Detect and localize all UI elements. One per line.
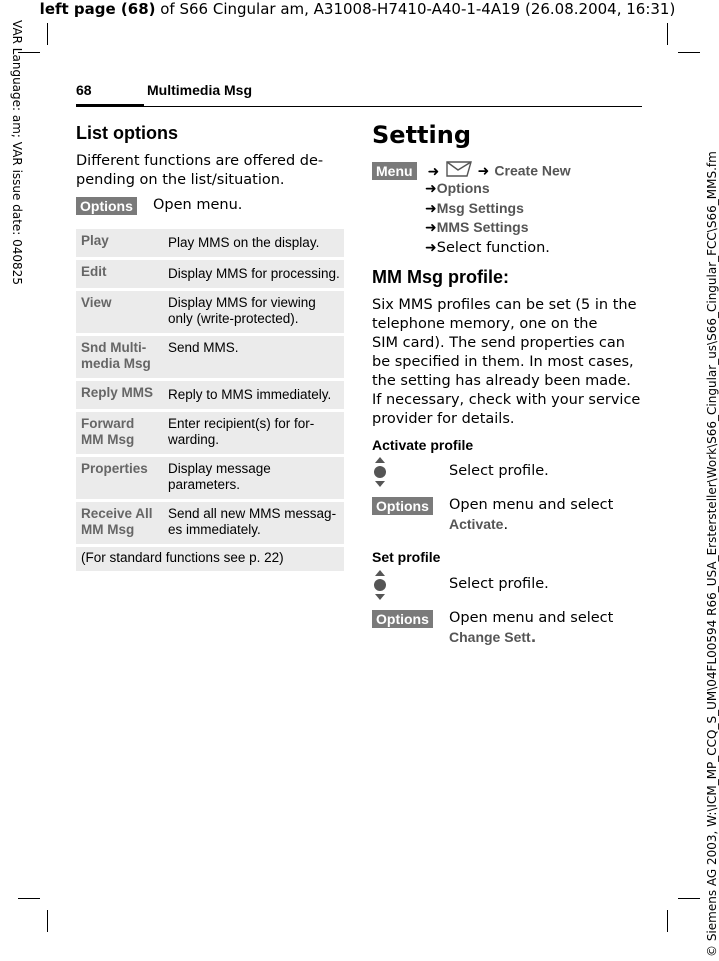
crop-mark <box>667 23 668 45</box>
left-margin-text: VAR Language: am; VAR issue date: 040825 <box>10 20 24 285</box>
option-row <box>76 260 344 288</box>
option-description <box>163 260 344 288</box>
navigation-key-icon[interactable] <box>372 570 388 600</box>
right-margin-text: © Siemens AG 2003, W:\ICM_MP_CCQ_S_UM\04FL00594 R66_USA_Erstersteller\Work\S66_Cingular_us\S66_Cingular_FCC\S66_MMS.fm <box>705 151 719 957</box>
path-arrow: ➜ <box>425 200 437 217</box>
option-description <box>163 381 344 409</box>
option-name <box>76 260 163 288</box>
path-arrow: ➜ <box>477 163 490 180</box>
option-description <box>163 336 344 378</box>
option-row <box>76 381 344 409</box>
option-desc-line: Display MMS for viewing <box>168 295 316 310</box>
header-rule <box>144 106 642 107</box>
option-desc-line: Reply to MMS immediately. <box>168 387 332 402</box>
options-softkey-text: Open menu. <box>153 197 243 213</box>
option-row <box>76 457 344 499</box>
page-number: 68 <box>76 82 92 98</box>
paragraph-line: be specified in them. In most cases, <box>372 354 634 370</box>
mm-profile-heading: MM Msg profile: <box>372 267 509 287</box>
setting-heading: Setting <box>372 121 471 149</box>
crop-mark <box>667 910 668 932</box>
option-name <box>76 229 163 257</box>
option-name-line: media Msg <box>81 356 151 371</box>
activate-option: Activate <box>449 516 504 532</box>
crop-mark <box>678 898 700 899</box>
set-step1: Select profile. <box>449 576 549 592</box>
paragraph-line: provider for details. <box>372 411 515 427</box>
print-header-line <box>0 0 715 18</box>
option-description <box>163 291 344 333</box>
path-arrow: ➜ <box>425 181 437 197</box>
activate-profile-heading: Activate profile <box>372 437 474 453</box>
option-name <box>76 412 163 454</box>
option-row <box>76 291 344 333</box>
path-arrow: ➜ <box>427 163 440 180</box>
mm-profile-text <box>372 296 640 429</box>
menu-path-continued <box>425 179 550 258</box>
set-step2 <box>449 609 613 648</box>
change-sett-option: Change Sett <box>449 629 531 645</box>
period: . <box>503 517 509 533</box>
activate-step2 <box>449 496 613 535</box>
option-name <box>76 502 163 544</box>
option-name-line: Edit <box>81 264 107 279</box>
navigation-key-icon[interactable] <box>372 457 388 487</box>
option-name-line: MM Msg <box>81 432 135 447</box>
activate-softkey-row <box>372 496 433 515</box>
options-softkey[interactable]: Options <box>372 497 433 515</box>
print-header-bold: left page (68) <box>39 0 156 18</box>
option-name-line: MM Msg <box>81 522 135 537</box>
option-desc-line: parameters. <box>168 477 241 492</box>
option-row <box>76 502 344 544</box>
option-name-line: Snd Multi- <box>81 340 147 355</box>
options-softkey[interactable]: Options <box>372 610 433 628</box>
option-desc-line: Display MMS for processing. <box>168 266 340 281</box>
option-desc-line: only (write-protected). <box>168 311 299 326</box>
table-footer-note: (For standard functions see p. 22) <box>76 547 344 571</box>
option-desc-line: Play MMS on the display. <box>168 235 320 250</box>
option-name-line: Forward <box>81 416 135 431</box>
set-step2-text: Open menu and select <box>449 610 614 626</box>
page-title: Multimedia Msg <box>147 82 253 98</box>
list-options-intro <box>76 152 323 190</box>
path-arrow: ➜ <box>425 240 437 257</box>
paragraph-line: telephone memory, one on the <box>372 316 598 332</box>
path-msg-settings: Msg Settings <box>436 199 524 216</box>
option-desc-line: warding. <box>168 432 220 447</box>
paragraph-line: SIM card). The send properties can <box>372 335 625 351</box>
option-name-line: Reply MMS <box>81 385 154 400</box>
paragraph-line: If necessary, check with your service <box>372 392 641 408</box>
option-row <box>76 412 344 454</box>
list-options-heading: List options <box>76 123 178 143</box>
option-name <box>76 457 163 499</box>
option-description <box>163 457 344 499</box>
crop-mark <box>47 23 48 45</box>
option-description <box>163 502 344 544</box>
option-description <box>163 412 344 454</box>
path-arrow: ➜ <box>425 220 437 237</box>
option-name <box>76 291 163 333</box>
option-name <box>76 381 163 409</box>
options-softkey-row <box>76 196 137 215</box>
option-desc-line: es immediately. <box>168 522 261 537</box>
period: . <box>530 630 537 646</box>
option-desc-line: Enter recipient(s) for for- <box>168 416 315 431</box>
table-footer-row <box>76 547 344 571</box>
option-name-line: Play <box>81 233 109 248</box>
header-rule-thick <box>76 104 144 107</box>
option-desc-line: Send MMS. <box>168 340 239 355</box>
path-options: Options <box>436 180 490 196</box>
paragraph-line: Six MMS profiles can be set (5 in the <box>372 297 637 313</box>
option-description <box>163 229 344 257</box>
option-row <box>76 229 344 257</box>
option-desc-line: Display message <box>168 461 271 476</box>
option-name-line: View <box>81 295 112 310</box>
option-name <box>76 336 163 378</box>
path-mms-settings: MMS Settings <box>436 219 529 236</box>
crop-mark <box>47 910 48 932</box>
intro-line: Different functions are offered de- <box>76 153 324 169</box>
option-name-line: Properties <box>81 461 148 476</box>
path-select-function: Select function. <box>436 240 550 257</box>
option-name-line: Receive All <box>81 506 153 521</box>
activate-step2-text: Open menu and select <box>449 497 614 513</box>
crop-mark <box>678 52 700 53</box>
option-desc-line: Send all new MMS messag- <box>168 506 337 521</box>
path-create-new: Create New <box>494 162 571 179</box>
intro-line: pending on the list/situation. <box>76 172 285 188</box>
activate-step1: Select profile. <box>449 463 549 479</box>
option-row <box>76 336 344 378</box>
options-softkey[interactable]: Options <box>76 197 137 215</box>
paragraph-line: the setting has already been made. <box>372 373 631 389</box>
set-profile-heading: Set profile <box>372 549 441 565</box>
set-softkey-row <box>372 609 433 628</box>
list-options-table <box>76 226 344 574</box>
print-header-normal: of S66 Cingular am, A31008-H7410-A40-1-4A19 (26.08.2004, 16:31) <box>155 0 676 18</box>
crop-mark <box>18 898 40 899</box>
menu-softkey[interactable]: Menu <box>372 162 417 180</box>
